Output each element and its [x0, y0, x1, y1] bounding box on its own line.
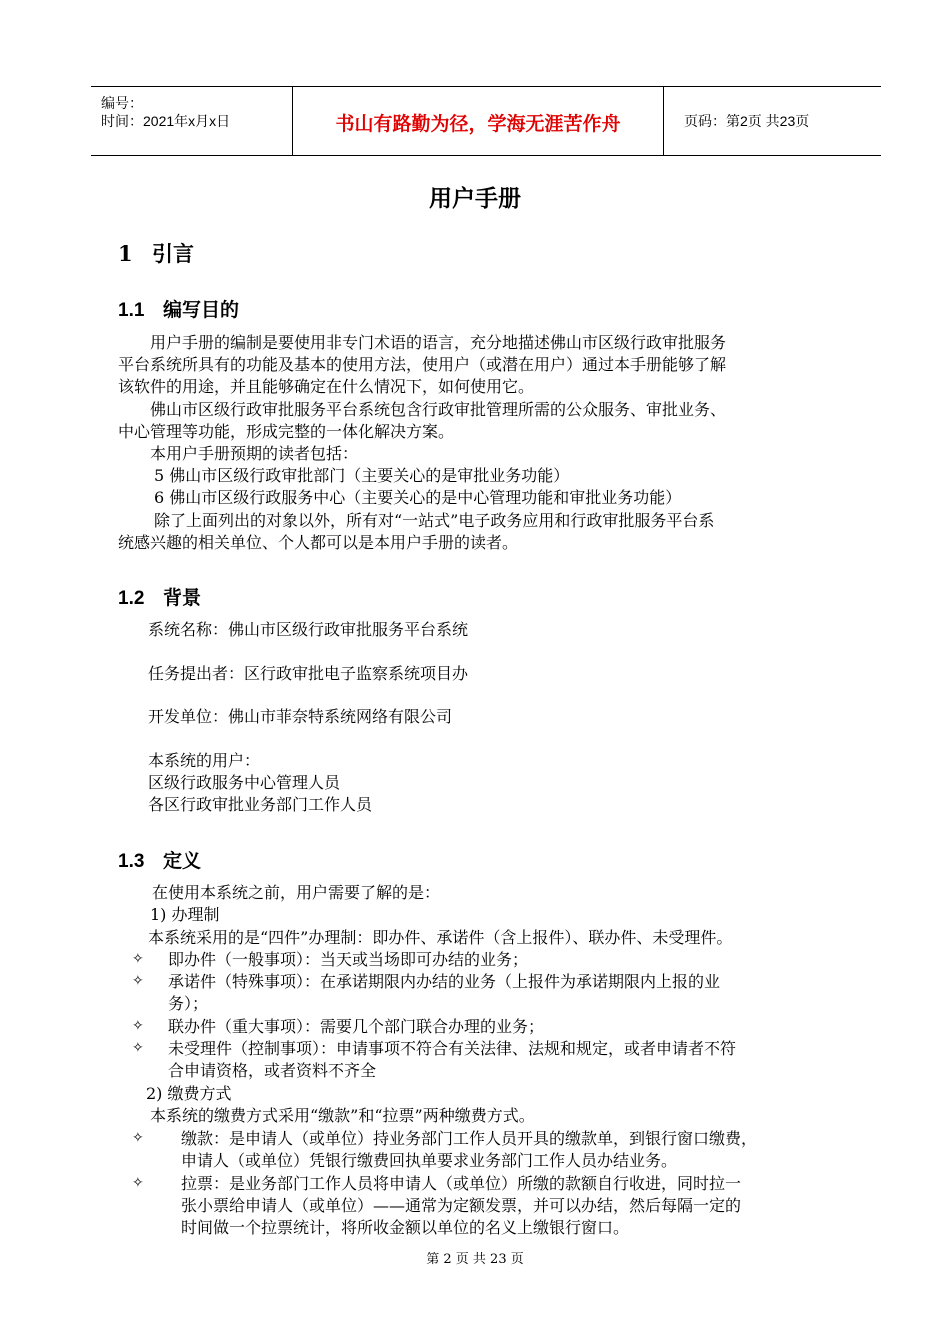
- list-item-continued: 务）；: [168, 994, 209, 1013]
- reader-list-item: 5 佛山市区级行政审批部门（主要关心的是审批业务功能）: [154, 466, 570, 485]
- user-item: 各区行政审批业务部门工作人员: [148, 795, 373, 814]
- section-title: 背景: [163, 587, 202, 609]
- paragraph-line: 中心管理等功能，形成完整的一体化解决方案。: [118, 422, 455, 441]
- page-header-table: [91, 86, 881, 156]
- list-item-continued: 张小票给申请人（或单位）——通常为定额发票，并可以办结，然后每隔一定的: [181, 1196, 742, 1215]
- paragraph-line: 本用户手册预期的读者包括：: [150, 444, 359, 463]
- page-footer: 第 2 页 共 23 页: [426, 1252, 524, 1267]
- paragraph-line: 统感兴趣的相关单位、个人都可以是本用户手册的读者。: [118, 533, 519, 552]
- developer: 开发单位：佛山市菲奈特系统网络有限公司: [148, 707, 453, 726]
- list-item: 即办件（一般事项）：当天或当场即可办结的业务；: [168, 950, 529, 969]
- reader-list-item: 6 佛山市区级行政服务中心（主要关心的是中心管理功能和审批业务功能）: [154, 488, 682, 507]
- section-1-heading: [118, 238, 194, 268]
- paragraph-line: 本系统采用的是“四件”办理制：即办件、承诺件（含上报件）、联办件、未受理件。: [148, 928, 733, 947]
- section-1-3-heading: [118, 846, 201, 873]
- section-1-1-heading: [118, 295, 239, 322]
- paragraph-line: 用户手册的编制是要使用非专门术语的语言，充分地描述佛山市区级行政审批服务: [150, 333, 727, 352]
- paragraph-line: 本系统的缴费方式采用“缴款”和“拉票”两种缴费方式。: [150, 1106, 535, 1125]
- subheading: 1) 办理制: [150, 905, 220, 924]
- section-number: 1.2: [118, 588, 145, 609]
- task-proposer: 任务提出者：区行政审批电子监察系统项目办: [148, 664, 469, 683]
- bullet-icon: ✧: [132, 1175, 144, 1191]
- bullet-icon: ✧: [132, 973, 144, 989]
- section-number: 1.3: [118, 851, 145, 872]
- section-1-2-heading: [118, 583, 201, 610]
- number-label: 编号：: [101, 95, 143, 111]
- user-item: 区级行政服务中心管理人员: [148, 773, 341, 792]
- header-meta-cell: [91, 87, 293, 155]
- list-item: 缴款：是申请人（或单位）持业务部门工作人员开具的缴款单，到银行窗口缴费，: [181, 1129, 758, 1148]
- list-item-continued: 时间做一个拉票统计，将所收金额以单位的名义上缴银行窗口。: [181, 1218, 630, 1237]
- bullet-icon: ✧: [132, 1040, 144, 1056]
- paragraph-line: 平台系统所具有的功能及基本的使用方法，使用户（或潜在用户）通过本手册能够了解: [118, 355, 727, 374]
- system-name: 系统名称：佛山市区级行政审批服务平台系统: [148, 620, 469, 639]
- section-title: 定义: [163, 850, 202, 872]
- bullet-icon: ✧: [132, 951, 144, 967]
- section-title: 引言: [152, 242, 194, 266]
- bullet-icon: ✧: [132, 1018, 144, 1034]
- subheading: 2) 缴费方式: [146, 1084, 232, 1103]
- paragraph-line: 佛山市区级行政审批服务平台系统包含行政审批管理所需的公众服务、审批业务、: [150, 400, 727, 419]
- time-label: 时间：2021年x月x日: [101, 113, 231, 129]
- header-motto: 书山有路勤为径，学海无涯苦作舟: [293, 87, 664, 155]
- page-info-text: 页码：第2页 共23页: [684, 113, 810, 129]
- list-item: 未受理件（控制事项）：申请事项不符合有关法律、法规和规定，或者申请者不符: [168, 1039, 737, 1058]
- list-item: 承诺件（特殊事项）：在承诺期限内办结的业务（上报件为承诺期限内上报的业: [168, 972, 721, 991]
- section-number: 1.1: [118, 300, 145, 321]
- bullet-icon: ✧: [132, 1130, 144, 1146]
- list-item-continued: 合申请资格，或者资料不齐全: [168, 1061, 377, 1080]
- document-title: 用户手册: [429, 186, 521, 212]
- paragraph-line: 该软件的用途，并且能够确定在什么情况下，如何使用它。: [118, 377, 535, 396]
- header-page-info: [675, 87, 881, 155]
- section-number: 1: [118, 241, 133, 266]
- list-item-continued: 申请人（或单位）凭银行缴费回执单要求业务部门工作人员办结业务。: [181, 1151, 678, 1170]
- section-title: 编写目的: [163, 299, 240, 321]
- paragraph-line: 除了上面列出的对象以外，所有对“一站式”电子政务应用和行政审批服务平台系: [154, 511, 715, 530]
- paragraph-line: 在使用本系统之前，用户需要了解的是：: [152, 883, 441, 902]
- users-label: 本系统的用户：: [148, 751, 261, 770]
- list-item: 拉票：是业务部门工作人员将申请人（或单位）所缴的款额自行收进，同时拉一: [181, 1174, 742, 1193]
- list-item: 联办件（重大事项）：需要几个部门联合办理的业务；: [168, 1017, 545, 1036]
